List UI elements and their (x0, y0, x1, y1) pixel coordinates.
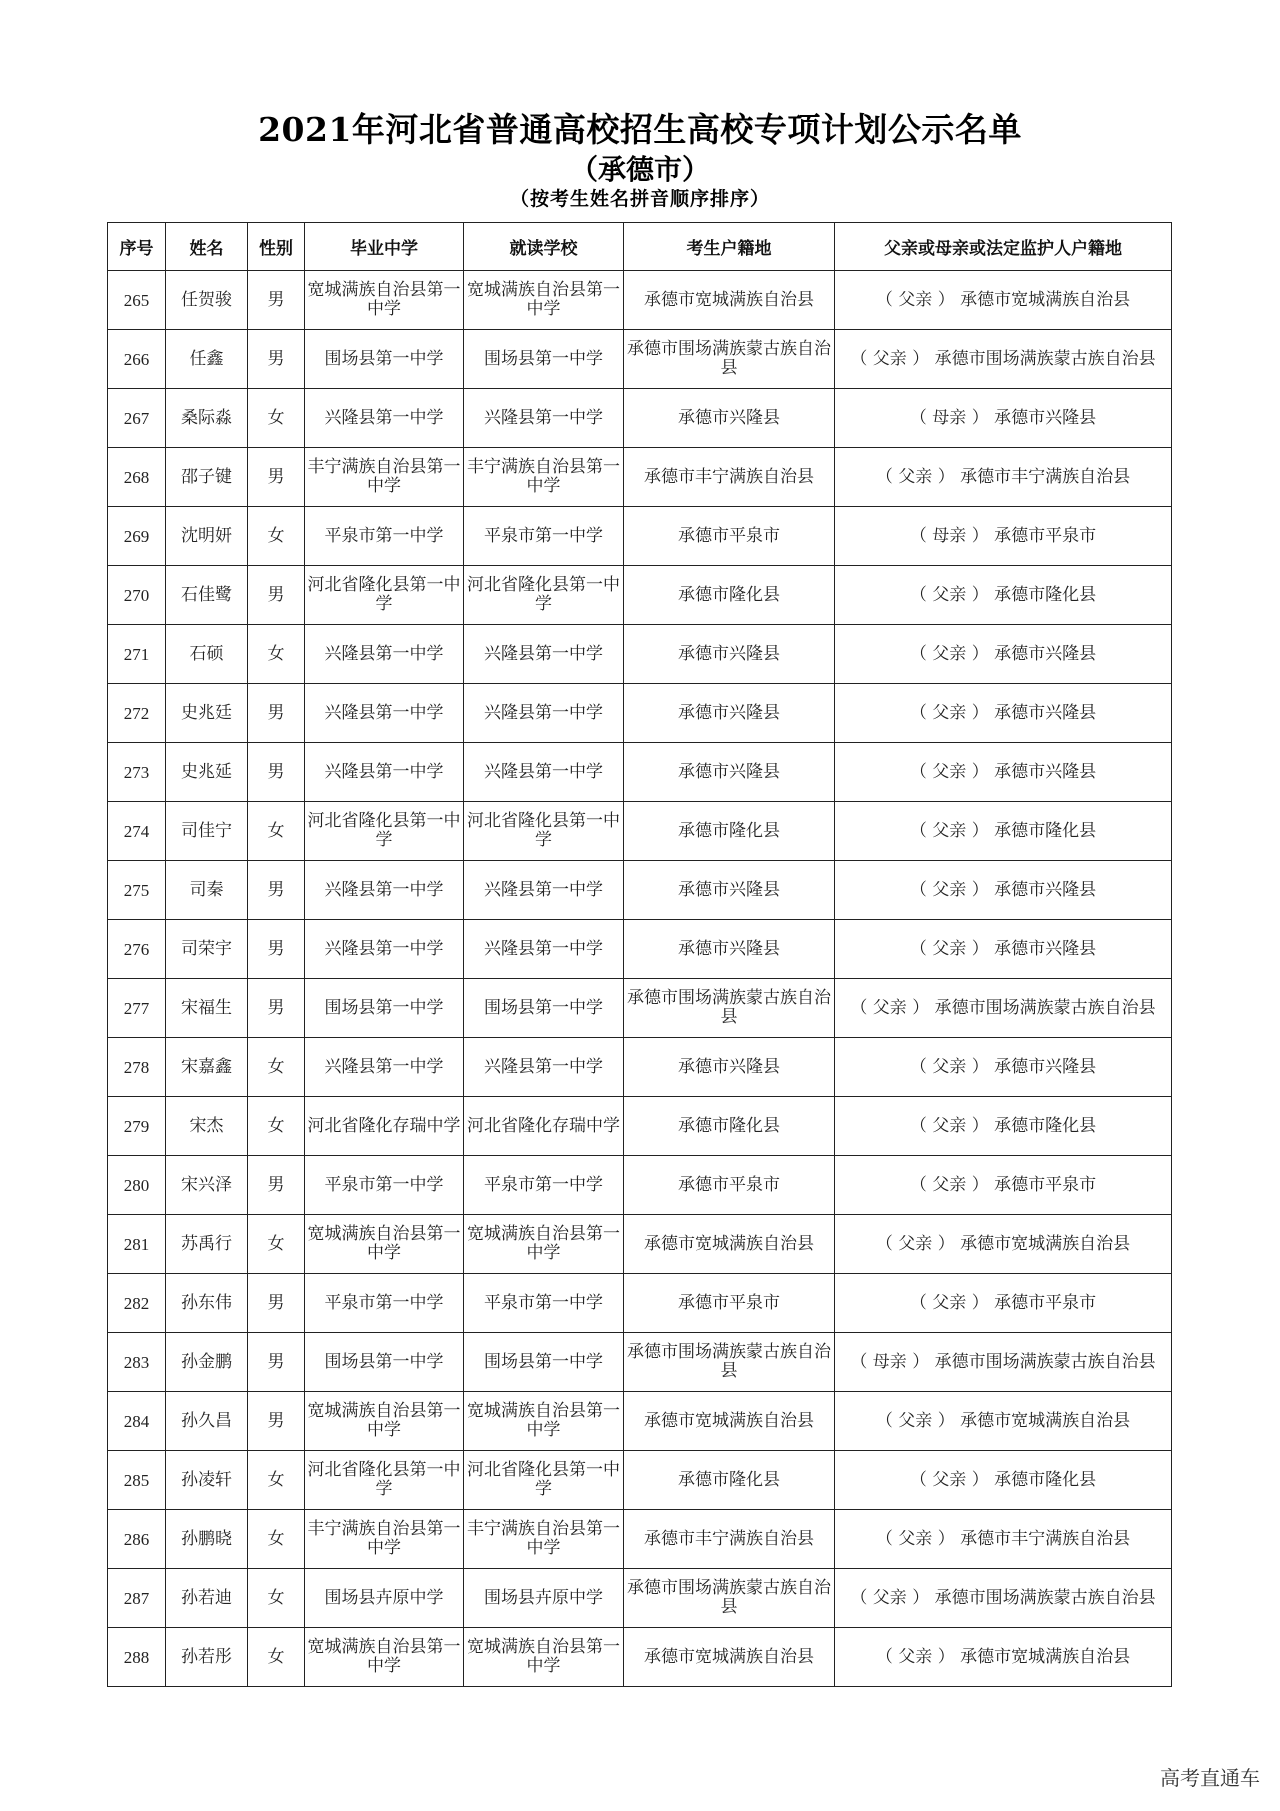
graduated-school: 围场县卉原中学 (305, 1569, 464, 1628)
graduated-school: 河北省隆化县第一中学 (305, 566, 464, 625)
row-index: 276 (108, 920, 166, 979)
guardian-hukou: （ 父亲 ） 承德市隆化县 (835, 1097, 1172, 1156)
current-school: 围场县卉原中学 (464, 1569, 624, 1628)
student-name: 邵子键 (166, 448, 248, 507)
student-hukou: 承德市隆化县 (624, 1097, 835, 1156)
student-name: 孙东伟 (166, 1274, 248, 1333)
table-row (108, 861, 1172, 920)
graduated-school: 围场县第一中学 (305, 1333, 464, 1392)
table-row (108, 507, 1172, 566)
current-school: 兴隆县第一中学 (464, 743, 624, 802)
table-row (108, 1333, 1172, 1392)
gender: 女 (248, 1451, 305, 1510)
row-index: 277 (108, 979, 166, 1038)
table-row (108, 802, 1172, 861)
graduated-school: 兴隆县第一中学 (305, 920, 464, 979)
student-name: 石硕 (166, 625, 248, 684)
graduated-school: 宽城满族自治县第一中学 (305, 1215, 464, 1274)
guardian-hukou: （ 父亲 ） 承德市平泉市 (835, 1156, 1172, 1215)
gender: 男 (248, 566, 305, 625)
guardian-hukou: （ 父亲 ） 承德市丰宁满族自治县 (835, 1510, 1172, 1569)
guardian-hukou: （ 父亲 ） 承德市兴隆县 (835, 861, 1172, 920)
student-hukou: 承德市宽城满族自治县 (624, 271, 835, 330)
guardian-hukou: （ 父亲 ） 承德市平泉市 (835, 1274, 1172, 1333)
guardian-hukou: （ 父亲 ） 承德市隆化县 (835, 566, 1172, 625)
guardian-hukou: （ 父亲 ） 承德市隆化县 (835, 802, 1172, 861)
gender: 女 (248, 1038, 305, 1097)
guardian-hukou: （ 父亲 ） 承德市围场满族蒙古族自治县 (835, 1569, 1172, 1628)
student-hukou: 承德市兴隆县 (624, 625, 835, 684)
document-title: 2021年河北省普通高校招生高校专项计划公示名单 (258, 110, 1022, 149)
current-school: 河北省隆化县第一中学 (464, 566, 624, 625)
graduated-school: 兴隆县第一中学 (305, 625, 464, 684)
graduated-school: 兴隆县第一中学 (305, 389, 464, 448)
graduated-school: 平泉市第一中学 (305, 507, 464, 566)
gender: 女 (248, 1569, 305, 1628)
row-index: 284 (108, 1392, 166, 1451)
gender: 男 (248, 1156, 305, 1215)
col-header-graduated-school: 毕业中学 (305, 223, 464, 271)
table-row (108, 1038, 1172, 1097)
col-header-index: 序号 (108, 223, 166, 271)
graduated-school: 围场县第一中学 (305, 979, 464, 1038)
gender: 女 (248, 507, 305, 566)
current-school: 河北省隆化存瑞中学 (464, 1097, 624, 1156)
table-row (108, 389, 1172, 448)
graduated-school: 河北省隆化存瑞中学 (305, 1097, 464, 1156)
student-hukou: 承德市围场满族蒙古族自治县 (624, 330, 835, 389)
table-row (108, 1097, 1172, 1156)
guardian-hukou: （ 母亲 ） 承德市围场满族蒙古族自治县 (835, 1333, 1172, 1392)
student-name: 石佳鹭 (166, 566, 248, 625)
table-row (108, 1569, 1172, 1628)
row-index: 270 (108, 566, 166, 625)
graduated-school: 兴隆县第一中学 (305, 1038, 464, 1097)
student-hukou: 承德市隆化县 (624, 566, 835, 625)
document-subtitle: （承德市） (569, 153, 710, 186)
guardian-hukou: （ 父亲 ） 承德市兴隆县 (835, 743, 1172, 802)
row-index: 267 (108, 389, 166, 448)
gender: 男 (248, 861, 305, 920)
row-index: 278 (108, 1038, 166, 1097)
student-name: 沈明妍 (166, 507, 248, 566)
table-row (108, 1451, 1172, 1510)
graduated-school: 河北省隆化县第一中学 (305, 802, 464, 861)
table-header-row (108, 223, 1172, 271)
gender: 男 (248, 1392, 305, 1451)
student-name: 孙凌轩 (166, 1451, 248, 1510)
gender: 男 (248, 330, 305, 389)
gender: 女 (248, 625, 305, 684)
guardian-hukou: （ 父亲 ） 承德市兴隆县 (835, 684, 1172, 743)
current-school: 围场县第一中学 (464, 330, 624, 389)
current-school: 丰宁满族自治县第一中学 (464, 448, 624, 507)
student-hukou: 承德市兴隆县 (624, 684, 835, 743)
table-row (108, 330, 1172, 389)
row-index: 285 (108, 1451, 166, 1510)
student-name: 孙若彤 (166, 1628, 248, 1687)
row-index: 287 (108, 1569, 166, 1628)
gender: 女 (248, 389, 305, 448)
gender: 女 (248, 1097, 305, 1156)
gender: 男 (248, 1333, 305, 1392)
col-header-current-school: 就读学校 (464, 223, 624, 271)
gender: 男 (248, 271, 305, 330)
guardian-hukou: （ 父亲 ） 承德市兴隆县 (835, 1038, 1172, 1097)
guardian-hukou: （ 父亲 ） 承德市围场满族蒙古族自治县 (835, 979, 1172, 1038)
gender: 男 (248, 920, 305, 979)
graduated-school: 丰宁满族自治县第一中学 (305, 1510, 464, 1569)
student-name: 孙金鹏 (166, 1333, 248, 1392)
guardian-hukou: （ 父亲 ） 承德市兴隆县 (835, 625, 1172, 684)
student-hukou: 承德市宽城满族自治县 (624, 1628, 835, 1687)
student-hukou: 承德市丰宁满族自治县 (624, 1510, 835, 1569)
row-index: 279 (108, 1097, 166, 1156)
student-name: 宋兴泽 (166, 1156, 248, 1215)
row-index: 266 (108, 330, 166, 389)
current-school: 兴隆县第一中学 (464, 920, 624, 979)
row-index: 280 (108, 1156, 166, 1215)
student-name: 史兆延 (166, 743, 248, 802)
graduated-school: 兴隆县第一中学 (305, 861, 464, 920)
current-school: 河北省隆化县第一中学 (464, 802, 624, 861)
table-row (108, 1628, 1172, 1687)
row-index: 281 (108, 1215, 166, 1274)
student-hukou: 承德市兴隆县 (624, 389, 835, 448)
graduated-school: 平泉市第一中学 (305, 1156, 464, 1215)
table-row (108, 566, 1172, 625)
current-school: 兴隆县第一中学 (464, 1038, 624, 1097)
current-school: 围场县第一中学 (464, 979, 624, 1038)
graduated-school: 宽城满族自治县第一中学 (305, 1628, 464, 1687)
current-school: 河北省隆化县第一中学 (464, 1451, 624, 1510)
guardian-hukou: （ 父亲 ） 承德市丰宁满族自治县 (835, 448, 1172, 507)
guardian-hukou: （ 父亲 ） 承德市宽城满族自治县 (835, 1215, 1172, 1274)
guardian-hukou: （ 母亲 ） 承德市兴隆县 (835, 389, 1172, 448)
table-row (108, 625, 1172, 684)
student-name: 桑际淼 (166, 389, 248, 448)
graduated-school: 平泉市第一中学 (305, 1274, 464, 1333)
student-hukou: 承德市丰宁满族自治县 (624, 448, 835, 507)
student-name: 苏禹行 (166, 1215, 248, 1274)
student-hukou: 承德市围场满族蒙古族自治县 (624, 1333, 835, 1392)
student-list-table (107, 222, 1172, 1687)
guardian-hukou: （ 父亲 ） 承德市宽城满族自治县 (835, 1628, 1172, 1687)
student-hukou: 承德市兴隆县 (624, 743, 835, 802)
graduated-school: 丰宁满族自治县第一中学 (305, 448, 464, 507)
guardian-hukou: （ 父亲 ） 承德市兴隆县 (835, 920, 1172, 979)
student-hukou: 承德市兴隆县 (624, 1038, 835, 1097)
student-hukou: 承德市平泉市 (624, 1274, 835, 1333)
student-hukou: 承德市隆化县 (624, 802, 835, 861)
current-school: 宽城满族自治县第一中学 (464, 1392, 624, 1451)
current-school: 兴隆县第一中学 (464, 389, 624, 448)
current-school: 兴隆县第一中学 (464, 684, 624, 743)
graduated-school: 兴隆县第一中学 (305, 684, 464, 743)
student-hukou: 承德市平泉市 (624, 1156, 835, 1215)
col-header-name: 姓名 (166, 223, 248, 271)
student-name: 宋杰 (166, 1097, 248, 1156)
student-name: 司荣宇 (166, 920, 248, 979)
student-name: 任鑫 (166, 330, 248, 389)
student-name: 司佳宁 (166, 802, 248, 861)
gender: 男 (248, 684, 305, 743)
student-name: 孙鹏晓 (166, 1510, 248, 1569)
graduated-school: 围场县第一中学 (305, 330, 464, 389)
current-school: 宽城满族自治县第一中学 (464, 1628, 624, 1687)
gender: 男 (248, 743, 305, 802)
current-school: 宽城满族自治县第一中学 (464, 1215, 624, 1274)
gender: 女 (248, 1215, 305, 1274)
student-name: 孙久昌 (166, 1392, 248, 1451)
gender: 女 (248, 1510, 305, 1569)
row-index: 272 (108, 684, 166, 743)
guardian-hukou: （ 父亲 ） 承德市宽城满族自治县 (835, 271, 1172, 330)
row-index: 273 (108, 743, 166, 802)
current-school: 宽城满族自治县第一中学 (464, 271, 624, 330)
gender: 男 (248, 448, 305, 507)
current-school: 平泉市第一中学 (464, 1274, 624, 1333)
row-index: 271 (108, 625, 166, 684)
student-hukou: 承德市兴隆县 (624, 920, 835, 979)
student-hukou: 承德市围场满族蒙古族自治县 (624, 1569, 835, 1628)
row-index: 269 (108, 507, 166, 566)
student-hukou: 承德市围场满族蒙古族自治县 (624, 979, 835, 1038)
row-index: 288 (108, 1628, 166, 1687)
guardian-hukou: （ 父亲 ） 承德市隆化县 (835, 1451, 1172, 1510)
row-index: 275 (108, 861, 166, 920)
graduated-school: 兴隆县第一中学 (305, 743, 464, 802)
current-school: 兴隆县第一中学 (464, 861, 624, 920)
gender: 女 (248, 802, 305, 861)
table-row (108, 684, 1172, 743)
current-school: 围场县第一中学 (464, 1333, 624, 1392)
row-index: 274 (108, 802, 166, 861)
student-hukou: 承德市宽城满族自治县 (624, 1392, 835, 1451)
row-index: 282 (108, 1274, 166, 1333)
student-hukou: 承德市隆化县 (624, 1451, 835, 1510)
graduated-school: 宽城满族自治县第一中学 (305, 1392, 464, 1451)
col-header-student-hukou: 考生户籍地 (624, 223, 835, 271)
gender: 男 (248, 1274, 305, 1333)
student-name: 司秦 (166, 861, 248, 920)
table-row (108, 1510, 1172, 1569)
guardian-hukou: （ 父亲 ） 承德市宽城满族自治县 (835, 1392, 1172, 1451)
current-school: 丰宁满族自治县第一中学 (464, 1510, 624, 1569)
table-row (108, 743, 1172, 802)
table-row (108, 920, 1172, 979)
col-header-guardian-hukou: 父亲或母亲或法定监护人户籍地 (835, 223, 1172, 271)
table-row (108, 1215, 1172, 1274)
graduated-school: 宽城满族自治县第一中学 (305, 271, 464, 330)
student-name: 宋嘉鑫 (166, 1038, 248, 1097)
graduated-school: 河北省隆化县第一中学 (305, 1451, 464, 1510)
student-name: 史兆廷 (166, 684, 248, 743)
table-row (108, 448, 1172, 507)
watermark: 高考直通车 (1160, 1766, 1260, 1790)
row-index: 283 (108, 1333, 166, 1392)
table-row (108, 979, 1172, 1038)
guardian-hukou: （ 父亲 ） 承德市围场满族蒙古族自治县 (835, 330, 1172, 389)
sort-note: （按考生姓名拼音顺序排序） (509, 188, 770, 210)
guardian-hukou: （ 母亲 ） 承德市平泉市 (835, 507, 1172, 566)
student-name: 孙若迪 (166, 1569, 248, 1628)
table-row (108, 1392, 1172, 1451)
student-name: 任贺骏 (166, 271, 248, 330)
row-index: 268 (108, 448, 166, 507)
current-school: 平泉市第一中学 (464, 507, 624, 566)
gender: 男 (248, 979, 305, 1038)
table-row (108, 1274, 1172, 1333)
student-name: 宋福生 (166, 979, 248, 1038)
student-hukou: 承德市宽城满族自治县 (624, 1215, 835, 1274)
col-header-gender: 性别 (248, 223, 305, 271)
current-school: 兴隆县第一中学 (464, 625, 624, 684)
row-index: 286 (108, 1510, 166, 1569)
row-index: 265 (108, 271, 166, 330)
student-hukou: 承德市兴隆县 (624, 861, 835, 920)
current-school: 平泉市第一中学 (464, 1156, 624, 1215)
table-row (108, 271, 1172, 330)
gender: 女 (248, 1628, 305, 1687)
table-row (108, 1156, 1172, 1215)
student-hukou: 承德市平泉市 (624, 507, 835, 566)
